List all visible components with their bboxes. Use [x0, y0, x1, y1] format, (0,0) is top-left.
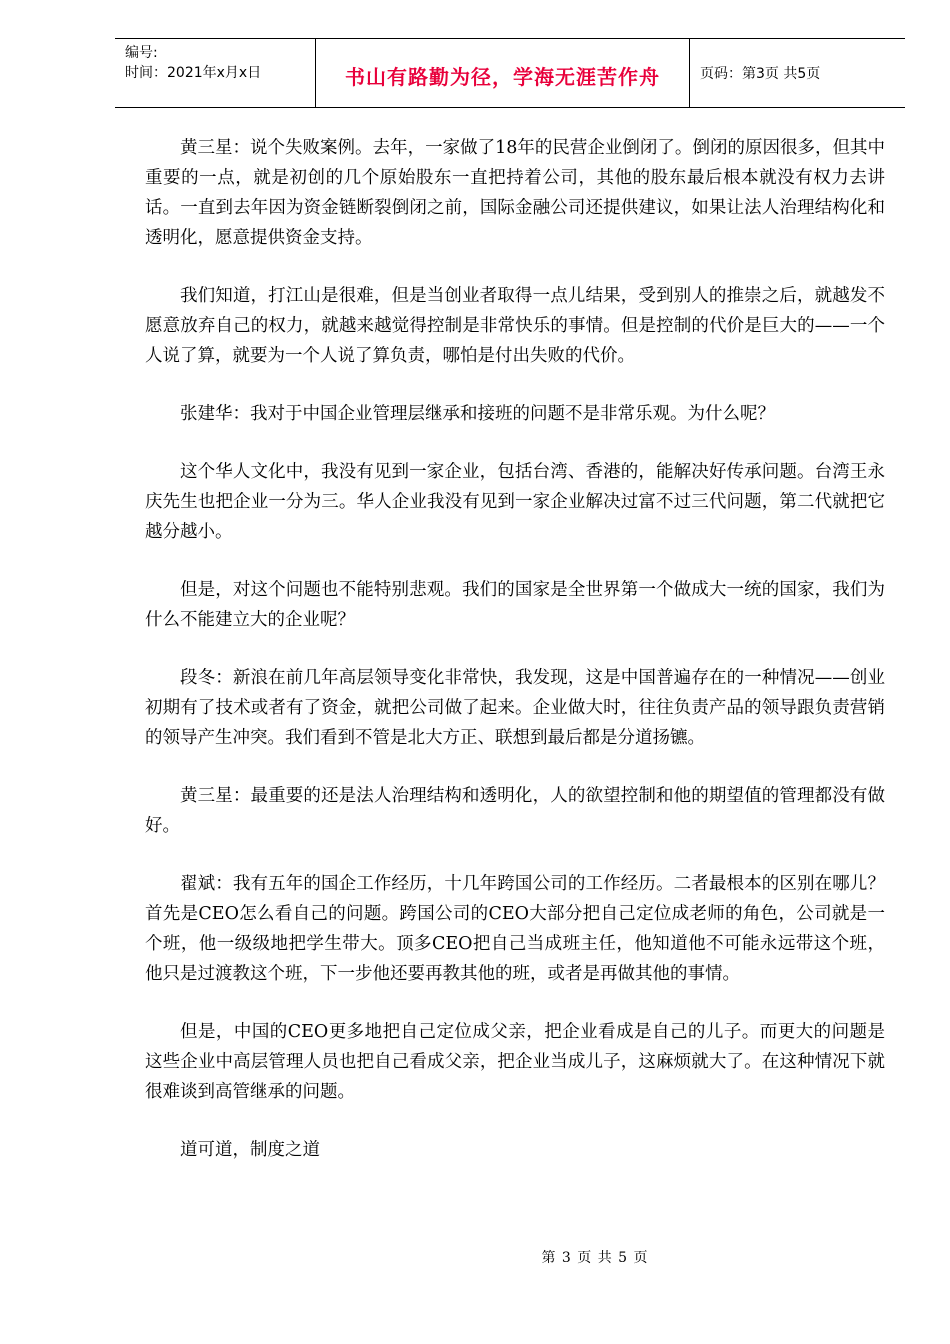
paragraph: 这个华人文化中，我没有见到一家企业，包括台湾、香港的，能解决好传承问题。台湾王永庆先生也把企业一分为三。华人企业我没有见到一家企业解决过富不过三代问题，第二代就把它越分越小。 — [145, 462, 885, 542]
header-page-label: 页码：第3页 共5页 — [700, 66, 821, 82]
header-divider-right — [689, 39, 690, 107]
header-meta — [125, 43, 261, 83]
document-number-label: 编号: — [125, 45, 158, 61]
paragraph: 但是，对这个问题也不能特别悲观。我们的国家是全世界第一个做成大一统的国家，我们为什么不能建立大的企业呢？ — [145, 580, 885, 630]
document-time-label: 时间：2021年x月x日 — [125, 65, 262, 81]
page-footer: 第 3 页 共 5 页 — [541, 1250, 649, 1266]
paragraph: 翟斌：我有五年的国企工作经历，十几年跨国公司的工作经历。二者最根本的区别在哪儿？首先是CEO怎么看自己的问题。跨国公司的CEO大部分把自己定位成老师的角色，公司就是一个班，他一级级地把学生带大。顶多CEO把自己当成班主任，他知道他不可能永远带这个班，他只是过渡教这个班，下一步他还要再教其他的班，或者是再做其他的事情。 — [145, 874, 885, 984]
paragraph: 黄三星：说个失败案例。去年，一家做了18年的民营企业倒闭了。倒闭的原因很多，但其中重要的一点，就是初创的几个原始股东一直把持着公司，其他的股东最后根本就没有权力去讲话。一直到去年因为资金链断裂倒闭之前，国际金融公司还提供建议，如果让法人治理结构化和透明化，愿意提供资金支持。 — [145, 138, 885, 248]
header-motto: 书山有路勤为径，学海无涯苦作舟 — [345, 65, 660, 89]
paragraph: 段冬：新浪在前几年高层领导变化非常快，我发现，这是中国普遍存在的一种情况——创业初期有了技术或者有了资金，就把公司做了起来。企业做大时，往往负责产品的领导跟负责营销的领导产生冲突。我们看到不管是北大方正、联想到最后都是分道扬镳。 — [145, 668, 885, 748]
paragraph: 我们知道，打江山是很难，但是当创业者取得一点儿结果，受到别人的推崇之后，就越发不愿意放弃自己的权力，就越来越觉得控制是非常快乐的事情。但是控制的代价是巨大的——一个人说了算，就要为一个人说了算负责，哪怕是付出失败的代价。 — [145, 286, 885, 366]
section-heading: 道可道，制度之道 — [180, 1140, 320, 1160]
document-body — [145, 133, 885, 1193]
paragraph: 黄三星：最重要的还是法人治理结构和透明化，人的欲望控制和他的期望值的管理都没有做好。 — [145, 786, 885, 836]
paragraph: 张建华：我对于中国企业管理层继承和接班的问题不是非常乐观。为什么呢？ — [180, 404, 775, 424]
paragraph: 但是，中国的CEO更多地把自己定位成父亲，把企业看成是自己的儿子。而更大的问题是这些企业中高层管理人员也把自己看成父亲，把企业当成儿子，这麻烦就大了。在这种情况下就很难谈到高管继承的问题。 — [145, 1022, 885, 1102]
page-header — [115, 38, 905, 108]
